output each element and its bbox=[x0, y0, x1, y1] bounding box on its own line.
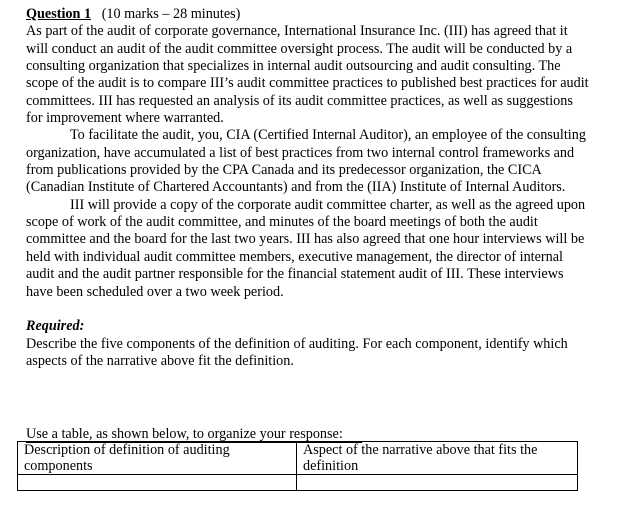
response-table bbox=[17, 441, 578, 491]
question-document bbox=[26, 6, 592, 370]
required-text: Describe the five components of the definition of auditing. For each component, identify which aspects of the narrative above fit the definition. bbox=[26, 335, 568, 369]
table-cell-aspect[interactable] bbox=[297, 475, 578, 491]
narrative-paragraph-3: III will provide a copy of the corporate audit committee charter, as well as the agreed upon scope of work of the audit committee, and minutes of the board meetings of both the audit committee and the board for the last two years. III has also agreed that one hour interviews will be held with individual audit committee members, executive management, the director of internal audit and the audit partner responsible for the financial statement audit of III. These interviews have been scheduled over a two week period. bbox=[26, 196, 586, 300]
column-header-aspect: Aspect of the narrative above that fits the definition bbox=[297, 442, 578, 475]
required-heading: Required: bbox=[26, 318, 85, 335]
question-title: Question 1 bbox=[26, 6, 92, 22]
column-header-description: Description of definition of auditing components bbox=[18, 442, 297, 475]
question-marks: (10 marks – 28 minutes) bbox=[101, 6, 241, 22]
narrative-paragraph-2: To facilitate the audit, you, CIA (Certified Internal Auditor), an employee of the consulting organization, have accumulated a list of best practices from two internal control frameworks and from publications provided by the CPA Canada and its predecessor organization, the CICA (Canadian Institute of Chartered Accountants) and from the (IIA) Institute of Internal Auditors. bbox=[26, 127, 586, 196]
table-row bbox=[18, 475, 578, 491]
narrative-paragraph-1: As part of the audit of corporate governance, International Insurance Inc. (III) has agreed that it will conduct an audit of the audit committee oversight process. The audit will be conducted by a consulting organization that specializes in internal audit outsourcing and audit consulting. The scope of the audit is to compare III’s audit committee practices to published best practices for audit committees. III has requested an analysis of its audit committee practices, as well as suggestions for improvement where warranted. bbox=[26, 23, 589, 127]
blank-line bbox=[26, 301, 592, 318]
table-header-row bbox=[18, 442, 578, 475]
table-instruction: Use a table, as shown below, to organize your response: bbox=[26, 426, 362, 443]
question-heading bbox=[26, 6, 592, 23]
table-cell-description[interactable] bbox=[18, 475, 297, 491]
